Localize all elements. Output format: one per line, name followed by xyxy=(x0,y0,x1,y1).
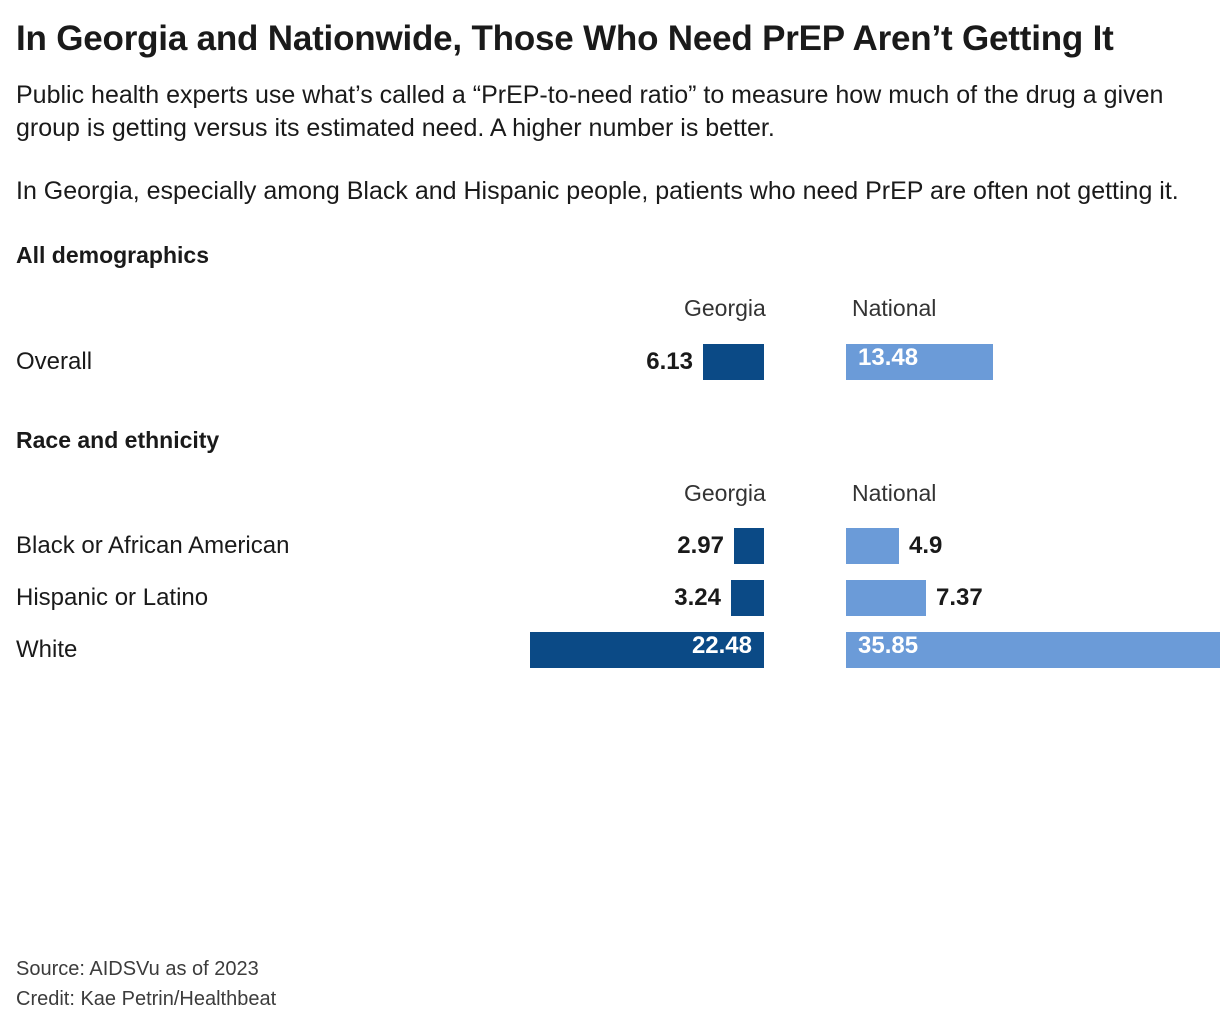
national-bar xyxy=(846,632,1220,668)
georgia-bar xyxy=(731,580,764,616)
chart-panel-race-and-ethnicity xyxy=(16,480,1198,676)
national-value-label: 13.48 xyxy=(858,344,919,372)
national-bar-group xyxy=(846,344,993,380)
chart-footer xyxy=(16,954,276,1014)
column-header-national: National xyxy=(852,480,937,507)
georgia-bar xyxy=(530,632,764,668)
georgia-bar-group xyxy=(530,632,764,668)
row-label: Black or African American xyxy=(16,532,290,560)
credit-note: Credit: Kae Petrin/Healthbeat xyxy=(16,988,277,1010)
national-bar-group xyxy=(846,580,983,616)
intro-paragraph-2: In Georgia, especially among Black and Hispanic people, patients who need PrEP are often not getting it. xyxy=(16,177,1179,206)
column-headers-2 xyxy=(16,480,1198,514)
georgia-value-label: 6.13 xyxy=(646,348,693,376)
national-bar xyxy=(846,344,993,380)
section-label-all-demographics: All demographics xyxy=(16,242,209,269)
chart-row xyxy=(16,572,1198,624)
national-bar-group xyxy=(846,632,1220,668)
national-bar xyxy=(846,528,899,564)
georgia-value-label: 2.97 xyxy=(677,532,724,560)
national-value-label: 4.9 xyxy=(909,532,943,560)
georgia-bar-group xyxy=(677,528,764,564)
georgia-value-label: 3.24 xyxy=(674,584,721,612)
column-headers-1 xyxy=(16,295,1198,329)
chart-row xyxy=(16,335,1198,389)
row-label: Hispanic or Latino xyxy=(16,584,209,612)
page-title: In Georgia and Nationwide, Those Who Need PrEP Aren’t Getting It xyxy=(16,19,1114,58)
national-value-label: 35.85 xyxy=(858,632,919,660)
chart-panel-all-demographics xyxy=(16,295,1198,389)
national-value-label: 7.37 xyxy=(936,584,983,612)
column-header-national: National xyxy=(852,295,937,322)
chart-row xyxy=(16,520,1198,572)
section-label-race-and-ethnicity: Race and ethnicity xyxy=(16,427,220,454)
national-bar xyxy=(846,580,926,616)
georgia-bar xyxy=(703,344,764,380)
row-label: Overall xyxy=(16,348,93,376)
column-header-georgia: Georgia xyxy=(684,295,766,322)
chart-row xyxy=(16,624,1198,676)
column-header-georgia: Georgia xyxy=(684,480,766,507)
intro-paragraph-1: Public health experts use what’s called a “PrEP-to-need ratio” to measure how much of the drug a given group is getting versus its estimated need. A higher number is better. xyxy=(16,81,1164,143)
georgia-value-label: 22.48 xyxy=(691,632,752,660)
georgia-bar xyxy=(734,528,764,564)
source-note: Source: AIDSVu as of 2023 xyxy=(16,958,259,980)
georgia-bar-group xyxy=(646,344,764,380)
national-bar-group xyxy=(846,528,942,564)
georgia-bar-group xyxy=(674,580,764,616)
row-label: White xyxy=(16,636,78,664)
